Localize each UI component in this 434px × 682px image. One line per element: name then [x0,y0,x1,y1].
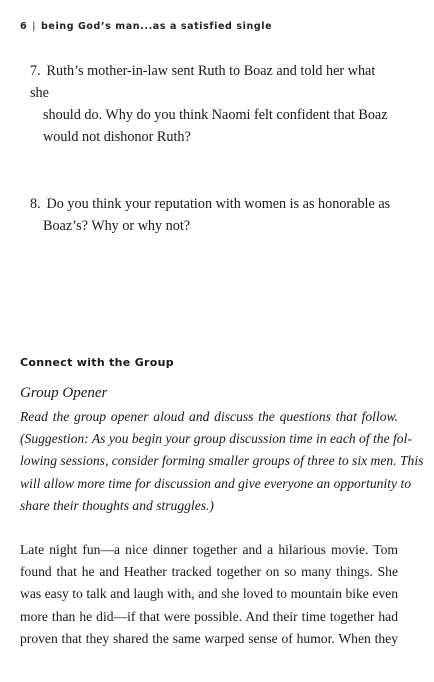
story-line: Late night fun—a nice dinner together and a hilarious movie. Tom [20,542,398,557]
opener-line: share their thoughts and struggles.) [20,497,214,513]
opener-line: Read the group opener aloud and discuss the questions that follow. [20,409,398,424]
opener-instructions [20,406,424,517]
question-text-line: would not dishonor Ruth? [43,129,191,145]
question-8 [30,193,396,237]
page-number: 6 [20,21,28,32]
question-text-line: should do. Why do you think Naomi felt confident that Boaz [43,107,388,123]
subheading: Group Opener [20,385,108,401]
book-title: being God’s man...as a satisfied single [41,21,273,32]
question-text-line: Ruth’s mother-in-law sent Ruth to Boaz and told her what she [30,63,376,101]
question-number: 7. [30,63,41,79]
opener-line: (Suggestion: As you begin your group discussion time in each of the fol- [20,431,412,447]
question-text-line: Do you think your reputation with women is as honorable as [46,196,391,212]
question-7 [30,60,396,148]
opener-line: lowing sessions, consider forming smaller groups of three to six men. This [20,453,424,469]
section-title: Connect with the Group [20,356,174,369]
question-number: 8. [30,196,41,212]
story-line: was easy to talk and laugh with, and she loved to mountain bike even [20,586,398,602]
story-line: proven that they shared the same warped sense of humor. When they [20,630,398,646]
opener-line: will allow more time for discussion and give everyone an opportunity to [20,475,412,491]
header-separator: | [32,21,37,32]
story-line: found that he and Heather tracked together on so many things. She [20,564,398,580]
story-paragraph [20,539,398,650]
question-text-line: Boaz’s? Why or why not? [43,218,191,234]
story-line: more than he did—if that were possible. And their time together had [20,608,398,624]
running-header [20,21,272,32]
